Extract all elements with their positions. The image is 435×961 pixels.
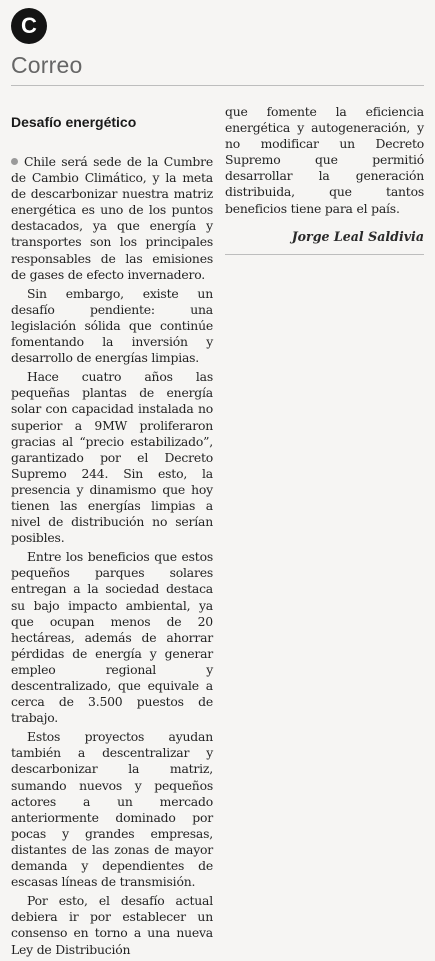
article-paragraph: [11, 154, 213, 283]
article-paragraph: Por esto, el desafío actual debiera ir por establecer un consenso en torno a una nueva Ley de Distribución: [11, 893, 213, 957]
author-signature: Jorge Leal Saldivia: [291, 228, 424, 244]
article-left-column: [11, 100, 213, 961]
section-logo-badge: C: [11, 8, 47, 44]
article-headline: Desafío energético: [11, 114, 137, 130]
section-title: Correo: [11, 52, 83, 78]
article-paragraph: Entre los beneficios que estos pequeños parques solares entregan a la sociedad destaca su bajo impacto ambiental, ya que ocupan menos de 20 hectáreas, además de ahorrar pérdidas de energía y generar empleo regional y descentralizado, que equivale a cerca de 3.500 puestos de trabajo.: [11, 549, 213, 726]
article-paragraph: Sin embargo, existe un desafío pendiente: una legislación sólida que continúe fomentando la inversión y desarrollo de energías limpias.: [11, 285, 213, 366]
bullet-icon: [11, 158, 18, 165]
article-right-column: [225, 104, 424, 255]
article-paragraph: Estos proyectos ayudan también a descentralizar y descarbonizar la matriz, sumando nuevos y pequeños actores a un mercado anteriormente dominado por pocas y grandes empresas, distantes de las zonas de mayor demanda y dependientes de escasas líneas de transmisión.: [11, 729, 213, 890]
article-paragraph: que fomente la eficiencia energética y autogeneración, y no modificar un Decreto Supremo que permitió desarrollar la generación distribuida, que tantos beneficios tiene para el país.: [225, 104, 424, 216]
header-divider: [11, 85, 424, 86]
paragraph-text: Chile será sede de la Cumbre de Cambio Climático, y la meta de descarbonizar nuestra matriz energética es uno de los puntos destacados, ya que energía y transportes son los principales responsables de las emisiones de gases de efecto invernadero.: [11, 154, 213, 282]
signature-divider: [225, 254, 424, 255]
article-paragraph: Hace cuatro años las pequeñas plantas de energía solar con capacidad instalada no superior a 9MW proliferaron gracias al “precio estabilizado”, garantizado por el Decreto Supremo 244. Sin esto, la presencia y dinamismo que hoy tienen las energías limpias a nivel de distribución no serían posibles.: [11, 369, 213, 546]
